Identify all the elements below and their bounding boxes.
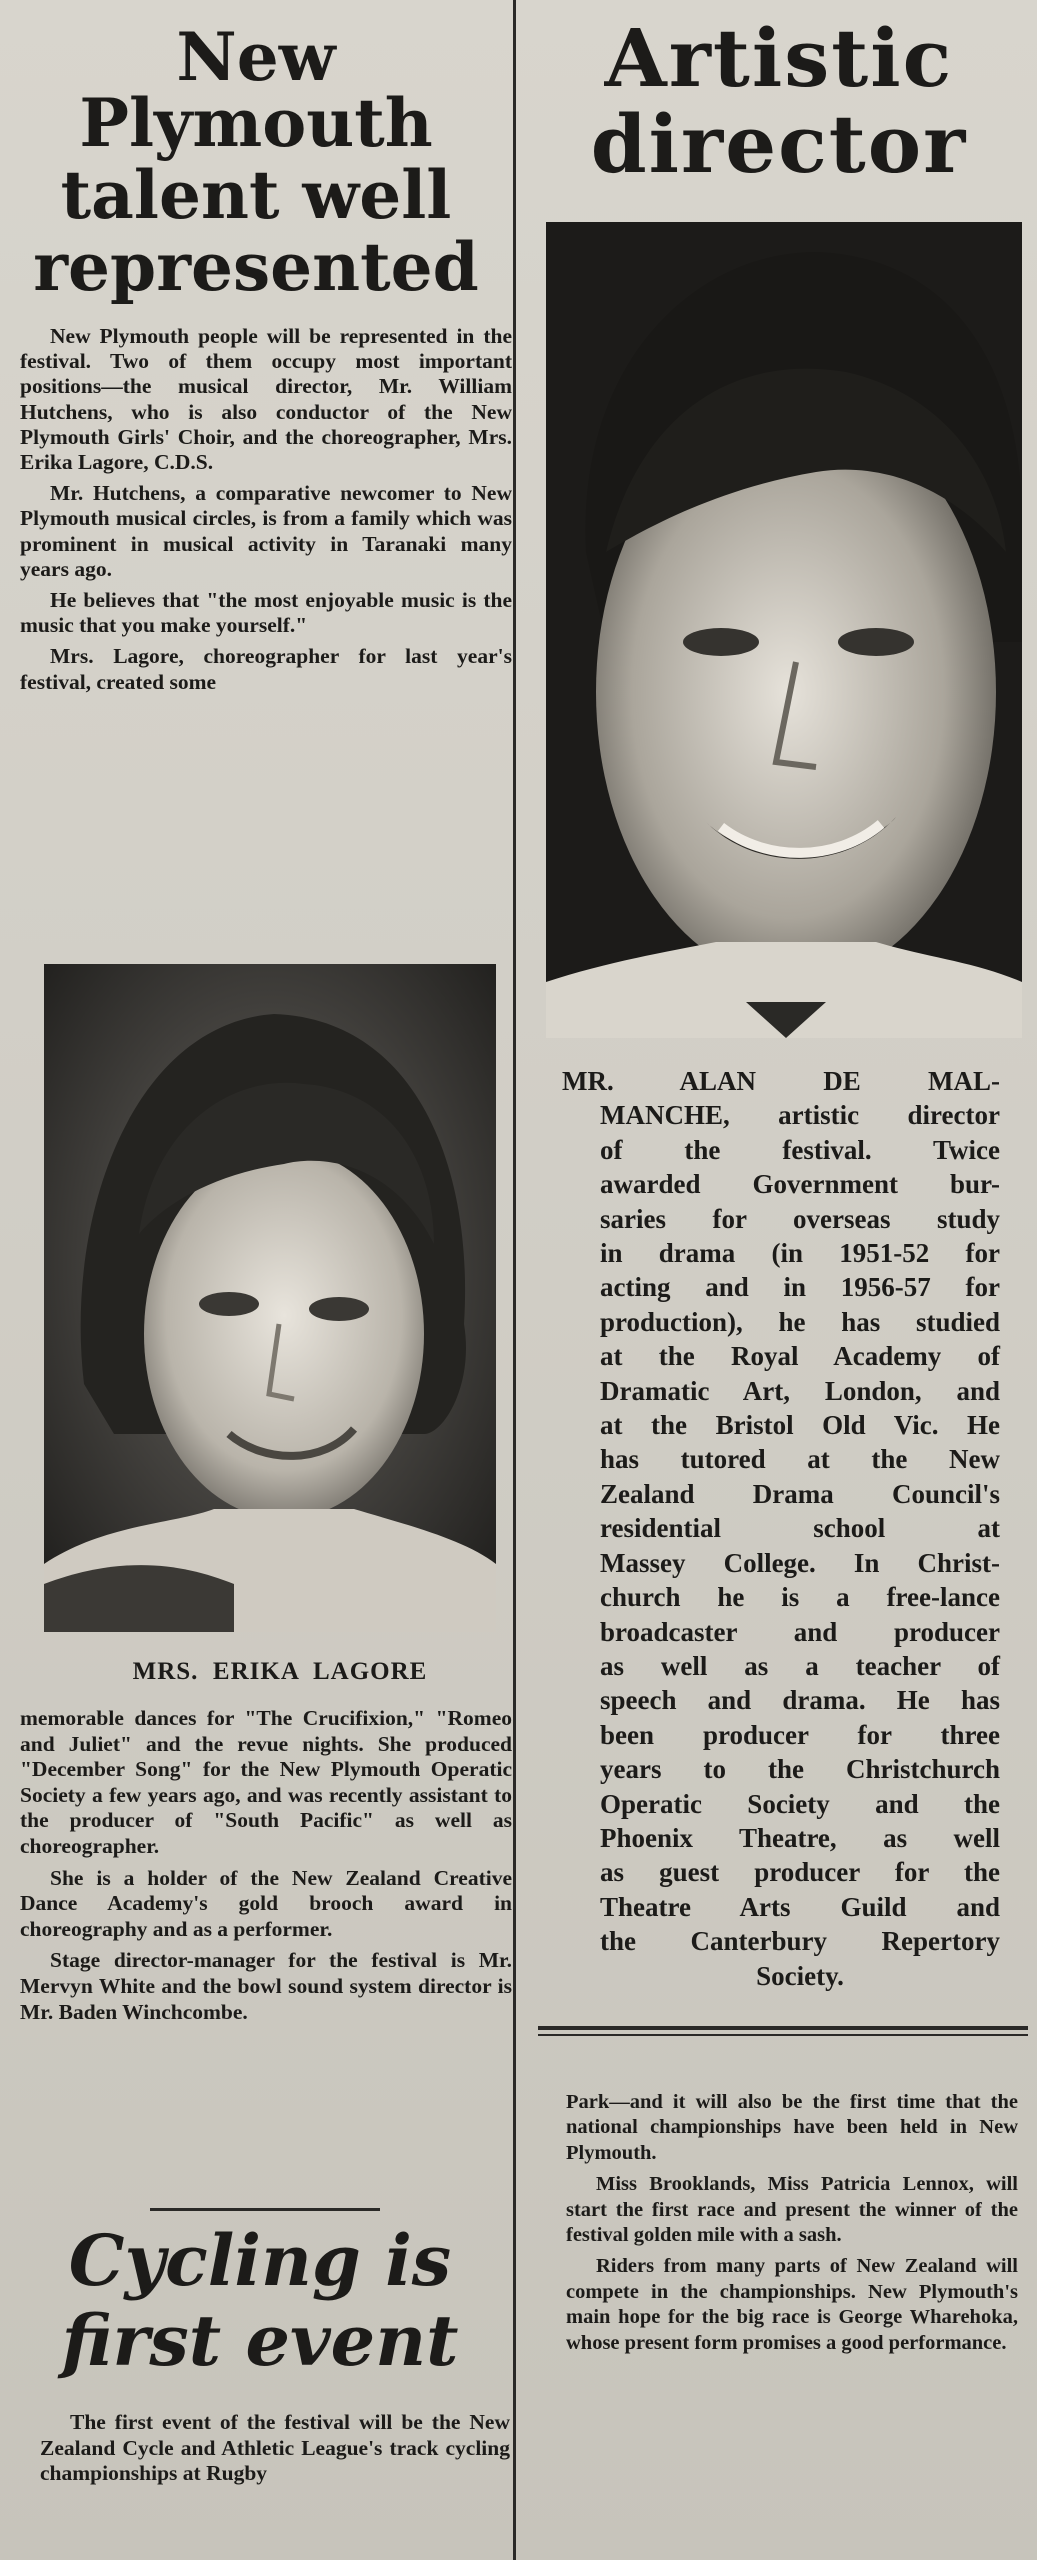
caption-line: Massey College. In Christ-: [600, 1547, 1000, 1578]
headline-artistic-director: Artistic director: [590, 11, 968, 191]
paragraph: Mr. Hutchens, a comparative newcomer to New Plymouth musical circles, is from a family which was prominent in musical activity in Taranaki many years ago.: [20, 481, 512, 581]
paragraph: Park—and it will also be the first time that the national championships have been held in New Plymouth.: [566, 2091, 1018, 2164]
caption-line: residential school at: [600, 1513, 1000, 1544]
article-divider: [538, 2034, 1028, 2036]
paragraph: He believes that "the most enjoyable music is the music that you make yourself.": [20, 588, 512, 638]
headline-cycling-first-event: Cycling is first event: [61, 2219, 459, 2382]
caption-line: the Canterbury Repertory: [600, 1926, 1000, 1957]
caption-line: speech and drama. He has: [600, 1685, 1000, 1716]
caption-line: years to the Christchurch: [600, 1754, 1000, 1785]
caption-line: MR. ALAN DE MAL-: [562, 1066, 1000, 1096]
caption-line: acting and in 1956-57 for: [600, 1272, 1000, 1303]
caption-line: in drama (in 1951-52 for: [600, 1238, 1000, 1269]
caption-line: Phoenix Theatre, as well: [600, 1822, 1000, 1853]
caption-line: Dramatic Art, London, and: [600, 1375, 1000, 1406]
caption-line: awarded Government bur-: [600, 1169, 1000, 1200]
cycling-article-body-left: [40, 2410, 510, 2493]
column-rule: [513, 0, 516, 2560]
caption-line: church he is a free-lance: [600, 1582, 1000, 1613]
paragraph: Miss Brooklands, Miss Patricia Lennox, will start the first race and present the winner of the festival golden mile with a sash.: [566, 2173, 1018, 2247]
paragraph: She is a holder of the New Zealand Creative Dance Academy's gold brooch award in choreography and as a performer.: [20, 1865, 512, 1941]
caption-line: as guest producer for the: [600, 1857, 1000, 1888]
alan-de-malmanche-photo: [546, 222, 1022, 1038]
paragraph: Stage director-manager for the festival is Mr. Mervyn White and the bowl sound system director is Mr. Baden Winchcombe.: [20, 1948, 512, 2024]
paragraph: The first event of the festival will be the New Zealand Cycle and Athletic League's track cycling championships at Rugby: [40, 2410, 510, 2486]
caption-line: production), he has studied: [600, 1306, 1000, 1337]
erika-lagore-caption: MRS. ERIKA LAGORE: [132, 1658, 428, 1685]
caption-line: of the festival. Twice: [600, 1134, 1000, 1165]
article-divider: [538, 2026, 1028, 2030]
caption-line: Society.: [756, 1960, 844, 1991]
talent-article-body-bottom: [20, 1706, 512, 2031]
caption-line: has tutored at the New: [600, 1444, 1000, 1475]
talent-article-body-top: [20, 324, 512, 701]
alan-de-malmanche-caption: [562, 1064, 1000, 1993]
paragraph: Riders from many parts of New Zealand will compete in the championships. New Plymouth's main hope for the big race is George Wharehoka, whose present form promises a good performance.: [566, 2255, 1018, 2354]
headline-new-plymouth-talent: New Plymouth talent well represented: [33, 18, 479, 306]
caption-line: broadcaster and producer: [600, 1616, 1000, 1647]
caption-line: as well as a teacher of: [600, 1650, 1000, 1681]
caption-line: Operatic Society and the: [600, 1788, 1000, 1819]
erika-lagore-photo: [44, 964, 496, 1632]
paragraph: Mrs. Lagore, choreographer for last year's festival, created some: [20, 644, 512, 694]
caption-line: Zealand Drama Council's: [600, 1478, 1000, 1509]
article-divider: [150, 2208, 380, 2211]
caption-line: saries for overseas study: [600, 1203, 1000, 1234]
caption-line: Theatre Arts Guild and: [600, 1891, 1000, 1922]
cycling-article-body-right: [566, 2090, 1018, 2362]
caption-line: MANCHE, artistic director: [600, 1100, 1000, 1131]
paragraph: memorable dances for "The Crucifixion," "Romeo and Juliet" and the revue nights. She produced "December Song" for the New Plymouth Operatic Society a few years ago, and was recently assistant to the producer of "South Pacific" as well as choreographer.: [20, 1706, 512, 1858]
paragraph: New Plymouth people will be represented in the festival. Two of them occupy most important positions—the musical director, Mr. William Hutchens, who is also conductor of the New Plymouth Girls' Choir, and the choreographer, Mrs. Erika Lagore, C.D.S.: [20, 324, 512, 475]
caption-line: been producer for three: [600, 1719, 1000, 1750]
caption-line: at the Royal Academy of: [600, 1341, 1000, 1372]
caption-line: at the Bristol Old Vic. He: [600, 1410, 1000, 1441]
